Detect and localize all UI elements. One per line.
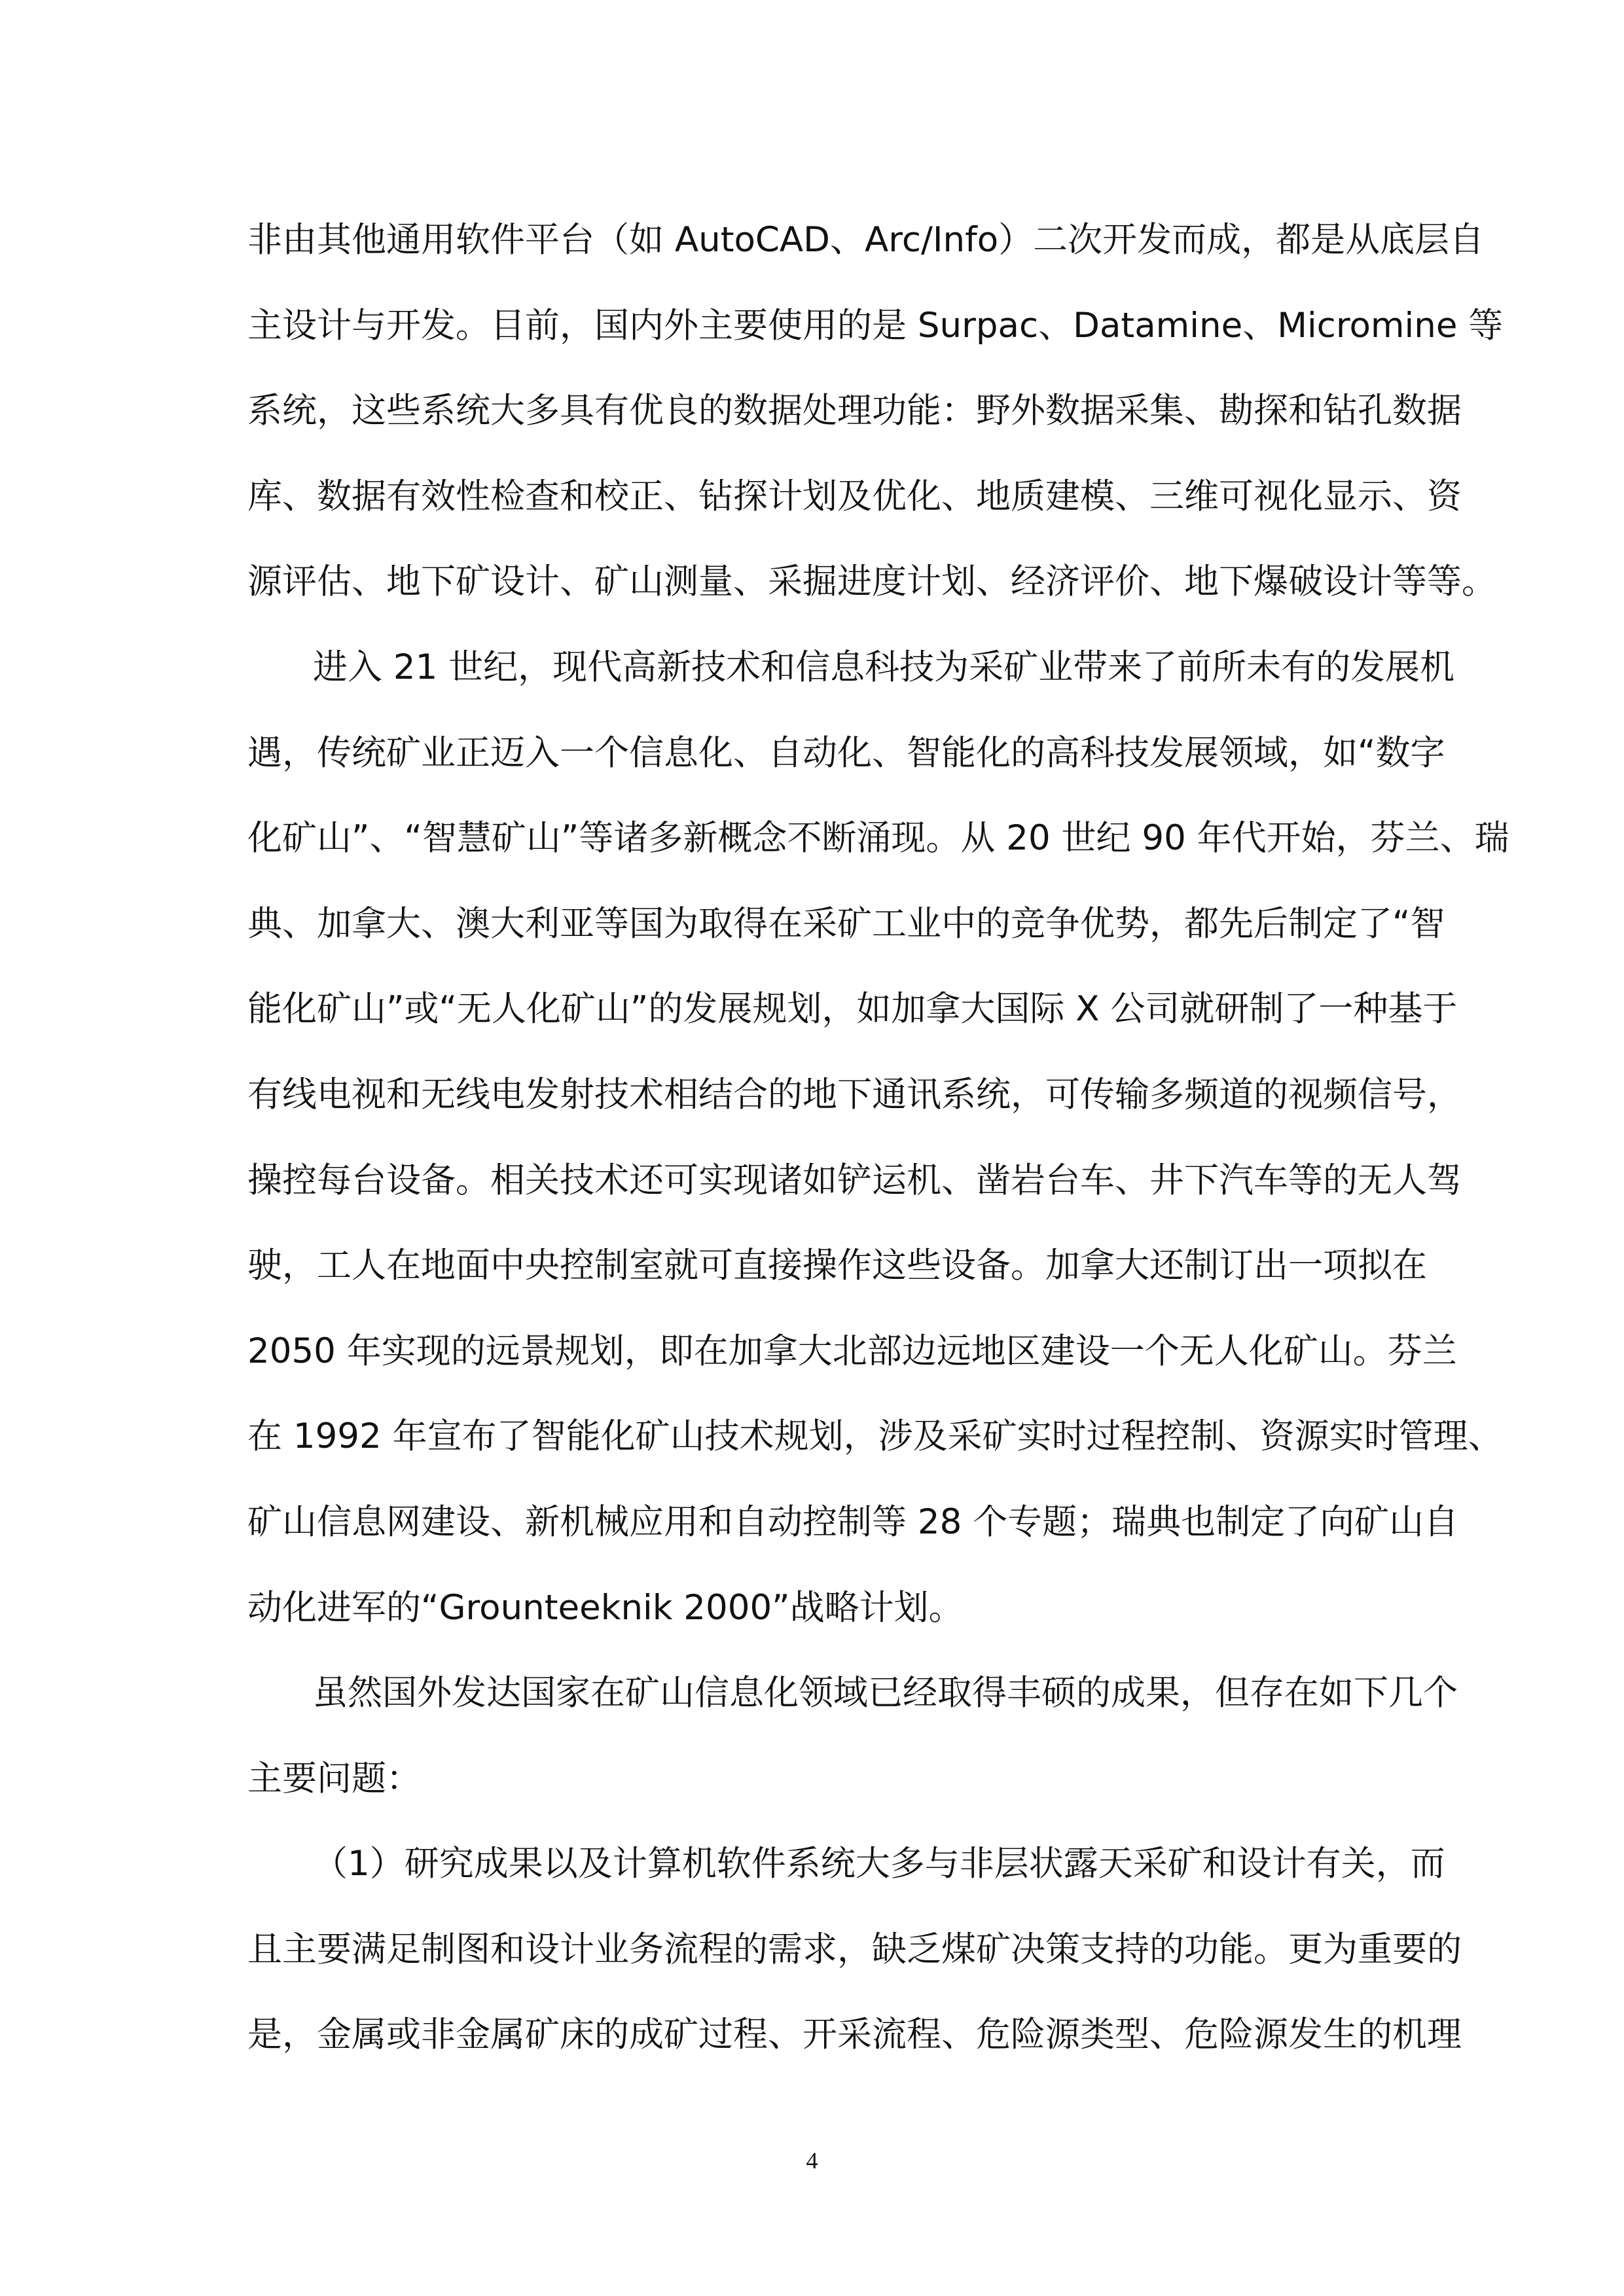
text-line: 主设计与开发。目前，国内外主要使用的是 Surpac、Datamine、Micromine 等 bbox=[247, 305, 1504, 346]
paragraph bbox=[247, 625, 1509, 1651]
text-line: 且主要满足制图和设计业务流程的需求，缺乏煤矿决策支持的功能。更为重要的 bbox=[247, 1929, 1462, 1969]
text-line: 化矿山”、“智慧矿山”等诸多新概念不断涌现。从 20 世纪 90 年代开始，芬兰、瑞 bbox=[247, 818, 1509, 859]
text-line: 在 1992 年宣布了智能化矿山技术规划，涉及采矿实时过程控制、资源实时管理、 bbox=[247, 1416, 1503, 1457]
text-line: 是，金属或非金属矿床的成矿过程、开采流程、危险源类型、危险源发生的机理 bbox=[247, 2015, 1462, 2055]
document-body bbox=[247, 198, 1509, 2078]
paragraph bbox=[247, 1651, 1458, 1821]
text-line: 主要问题： bbox=[247, 1758, 421, 1799]
text-line: 进入 21 世纪，现代高新技术和信息科技为采矿业带来了前所未有的发展机 bbox=[313, 647, 1455, 687]
text-line: 有线电视和无线电发射技术相结合的地下通讯系统，可传输多频道的视频信号， bbox=[247, 1074, 1462, 1115]
paragraph bbox=[247, 198, 1504, 625]
text-line: 2050 年实现的远景规划，即在加拿大北部边远地区建设一个无人化矿山。芬兰 bbox=[247, 1331, 1457, 1371]
text-line: 系统，这些系统大多具有优良的数据处理功能：野外数据采集、勘探和钻孔数据 bbox=[247, 391, 1462, 431]
text-line: 动化进军的“Grounteeknik 2000”战略计划。 bbox=[247, 1587, 964, 1628]
text-line: 遇，传统矿业正迈入一个信息化、自动化、智能化的高科技发展领域，如“数字 bbox=[247, 732, 1445, 773]
text-line: 矿山信息网建设、新机械应用和自动控制等 28 个专题；瑞典也制定了向矿山自 bbox=[247, 1501, 1459, 1542]
text-line: 源评估、地下矿设计、矿山测量、采掘进度计划、经济评价、地下爆破设计等等。 bbox=[247, 562, 1496, 602]
text-line: 能化矿山”或“无人化矿山”的发展规划，如加拿大国际 X 公司就研制了一种基于 bbox=[247, 989, 1458, 1030]
text-line: 虽然国外发达国家在矿山信息化领域已经取得丰硕的成果，但存在如下几个 bbox=[313, 1673, 1458, 1713]
text-line: 非由其他通用软件平台（如 AutoCAD、Arc/Info）二次开发而成，都是从底层自 bbox=[247, 220, 1485, 260]
text-line: （1）研究成果以及计算机软件系统大多与非层状露天采矿和设计有关，而 bbox=[313, 1844, 1445, 1884]
text-line: 典、加拿大、澳大利亚等国为取得在采矿工业中的竞争优势，都先后制定了“智 bbox=[247, 903, 1445, 944]
text-line: 驶，工人在地面中央控制室就可直接操作这些设备。加拿大还制订出一项拟在 bbox=[247, 1246, 1427, 1286]
paragraph bbox=[247, 1821, 1462, 2078]
text-line: 操控每台设备。相关技术还可实现诸如铲运机、凿岩台车、井下汽车等的无人驾 bbox=[247, 1160, 1462, 1200]
page-number: 4 bbox=[806, 2147, 818, 2174]
text-line: 库、数据有效性检查和校正、钻探计划及优化、地质建模、三维可视化显示、资 bbox=[247, 476, 1462, 516]
